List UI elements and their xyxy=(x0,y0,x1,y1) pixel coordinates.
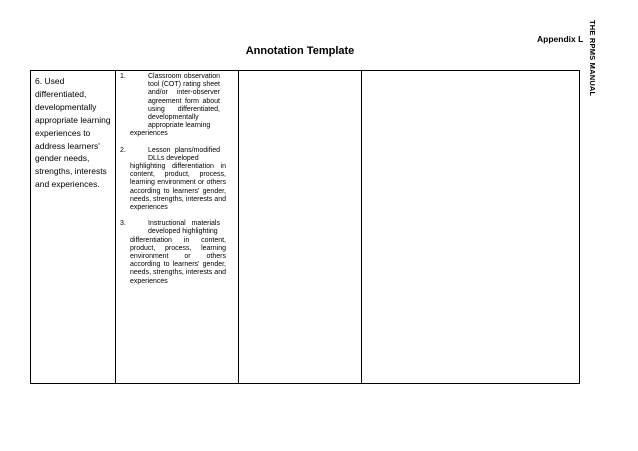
appendix-label: Appendix L xyxy=(537,34,584,44)
mov-number: 3. xyxy=(120,220,126,228)
mov-text: Classroom observation tool (COT) rating sheet and/or inter-observer agreement form about using differentiated, developmentally appropriate learning xyxy=(148,73,220,130)
list-item xyxy=(120,147,235,213)
list-item xyxy=(120,73,235,139)
list-item xyxy=(120,220,235,286)
mov-text-continued: differentiation in content, product, process, learning environment or others according to learners' gender, needs, strengths, interests and experiences xyxy=(130,236,226,285)
indicator-text: 6. Used differentiated, developmentally appropriate learning experiences to address learners' gender needs, strengths, interests and experiences. xyxy=(35,76,111,190)
annotation-table xyxy=(30,70,580,384)
mov-text-continued: experiences xyxy=(130,130,168,138)
manual-side-title: THE RPMS MANUAL xyxy=(588,20,597,97)
movs-cell xyxy=(116,71,239,384)
table-row xyxy=(31,71,580,384)
mov-text: Instructional materials developed highlighting xyxy=(148,220,220,236)
mov-text: Lesson plans/modified DLLs developed xyxy=(148,146,220,162)
mov-number: 2. xyxy=(120,146,126,154)
empty-cell xyxy=(362,71,580,384)
page-title: Annotation Template xyxy=(245,45,355,57)
mov-text-continued: highlighting differentiation in content, product, process, learning environment or others according to learners' gender, needs, strengths, interests and experiences xyxy=(130,163,226,212)
mov-number: 1. xyxy=(120,73,126,80)
indicator-cell xyxy=(31,71,116,384)
movs-list xyxy=(116,71,238,286)
empty-cell xyxy=(239,71,362,384)
